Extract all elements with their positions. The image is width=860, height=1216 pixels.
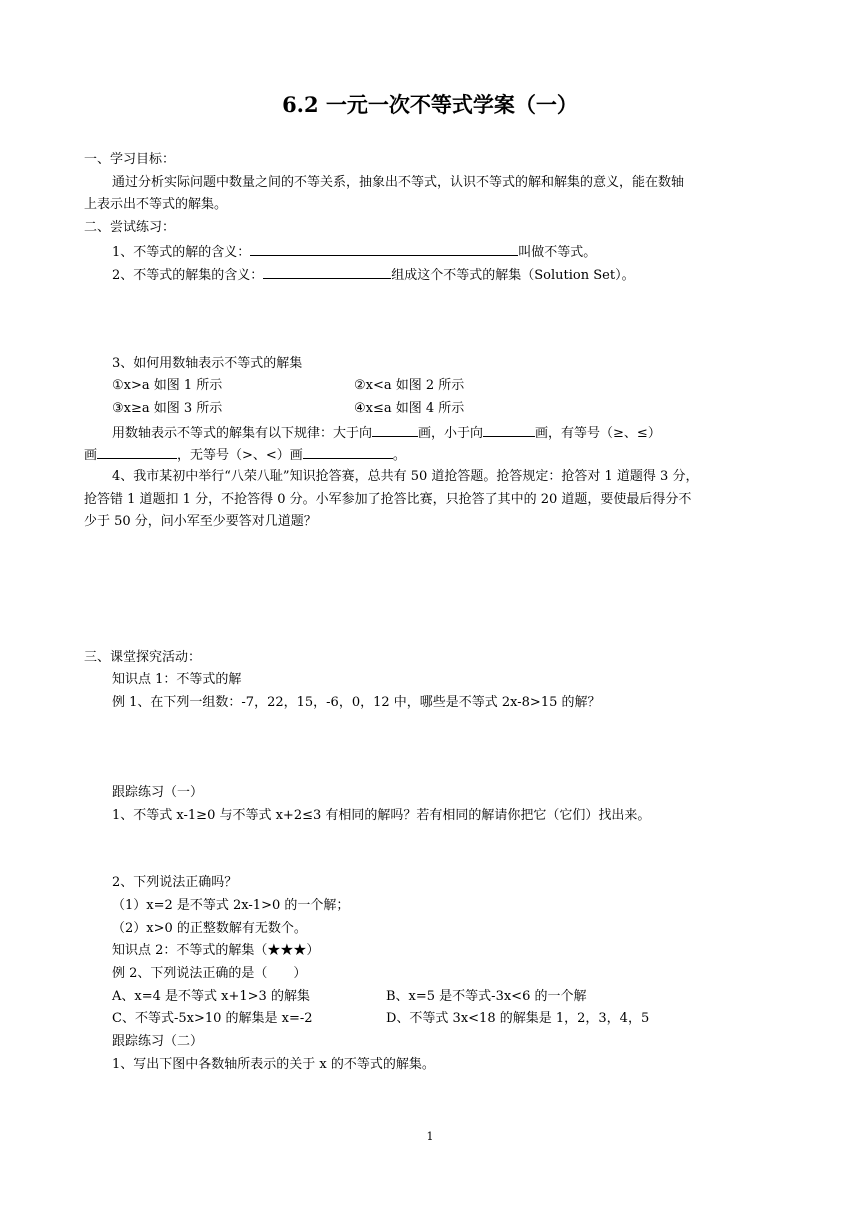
q2-blank[interactable]: [263, 265, 391, 279]
q2-suffix: 组成这个不等式的解集（Solution Set）。: [391, 268, 635, 283]
page-number: 1: [426, 1130, 434, 1143]
rule-text-d: 画: [84, 448, 98, 463]
rule-blank-3[interactable]: [97, 445, 177, 459]
option-a: A、x=4 是不等式 x+1>3 的解集: [112, 989, 310, 1004]
rule-blank-4[interactable]: [303, 445, 393, 459]
rule-blank-1[interactable]: [372, 423, 418, 437]
tracking-2-question-1: 1、写出下图中各数轴所表示的关于 x 的不等式的解集。: [112, 1057, 435, 1072]
question-4-line1: 4、我市某初中举行“八荣八耻”知识抢答赛，总共有 50 道抢答题。抢答规定：抢答对 1 道题得 3 分，: [112, 469, 699, 484]
section-heading-explore: 三、课堂探究活动：: [84, 650, 202, 665]
q1-prefix: 1、不等式的解的含义：: [112, 245, 251, 260]
figure-2-label: ②x<a 如图 2 所示: [354, 378, 465, 393]
question-4-line3: 少于 50 分，问小军至少要答对几道题？: [84, 514, 317, 529]
rule-text-e: ，无等号（>、<）画: [177, 448, 303, 463]
q2-prefix: 2、不等式的解集的含义：: [112, 268, 264, 283]
question-3: 3、如何用数轴表示不等式的解集: [112, 356, 303, 371]
option-c: C、不等式-5x>10 的解集是 x=-2: [112, 1011, 313, 1026]
question-4-line2: 抢答错 1 道题扣 1 分，不抢答得 0 分。小军参加了抢答比赛，只抢答了其中的 20 道题，要使最后得分不: [84, 492, 692, 507]
example-2: 例 2、下列说法正确的是（ ）: [112, 966, 307, 981]
tracking-1-question-2b: （2）x>0 的正整数解有无数个。: [112, 921, 307, 936]
page-title: 6.2 一元一次不等式学案（一）: [282, 92, 578, 117]
tracking-1-question-2: 2、下列说法正确吗？: [112, 875, 238, 890]
figure-4-label: ④x≤a 如图 4 所示: [354, 401, 465, 416]
rule-text-b: 画，小于向: [418, 426, 484, 441]
tracking-practice-1: 跟踪练习（一）: [112, 785, 204, 800]
rule-line2: [84, 445, 406, 465]
question-1: [112, 242, 596, 262]
tracking-1-question-2a: （1）x=2 是不等式 2x-1>0 的一个解；: [112, 898, 350, 913]
rule-text-f: 。: [392, 448, 406, 463]
rule-line1: [112, 423, 661, 443]
rule-blank-2[interactable]: [483, 423, 535, 437]
knowledge-point-1: 知识点 1：不等式的解: [112, 672, 242, 687]
rule-text-c: 画，有等号（≥、≤）: [535, 426, 661, 441]
goals-text-line1: 通过分析实际问题中数量之间的不等关系，抽象出不等式，认识不等式的解和解集的意义，能在数轴: [112, 175, 685, 190]
section-heading-practice: 二、尝试练习：: [84, 220, 176, 235]
figure-1-label: ①x>a 如图 1 所示: [112, 378, 223, 393]
section-heading-goals: 一、学习目标：: [84, 152, 176, 167]
figure-3-label: ③x≥a 如图 3 所示: [112, 401, 223, 416]
option-d: D、不等式 3x<18 的解集是 1，2，3，4，5: [386, 1011, 650, 1026]
tracking-1-question-1: 1、不等式 x-1≥0 与不等式 x+2≤3 有相同的解吗？若有相同的解请你把它（它们）找出来。: [112, 808, 651, 823]
goals-text-line2: 上表示出不等式的解集。: [84, 197, 228, 212]
knowledge-point-2: 知识点 2：不等式的解集（★★★）: [112, 943, 320, 958]
example-1: 例 1、在下列一组数：-7，22，15，-6，0，12 中，哪些是不等式 2x-8>15 的解？: [112, 695, 601, 710]
q1-blank[interactable]: [250, 242, 518, 256]
option-b: B、x=5 是不等式-3x<6 的一个解: [386, 989, 587, 1004]
rule-text-a: 用数轴表示不等式的解集有以下规律：大于向: [112, 426, 373, 441]
question-2: [112, 265, 635, 285]
q1-suffix: 叫做不等式。: [518, 245, 597, 260]
tracking-practice-2: 跟踪练习（二）: [112, 1034, 204, 1049]
